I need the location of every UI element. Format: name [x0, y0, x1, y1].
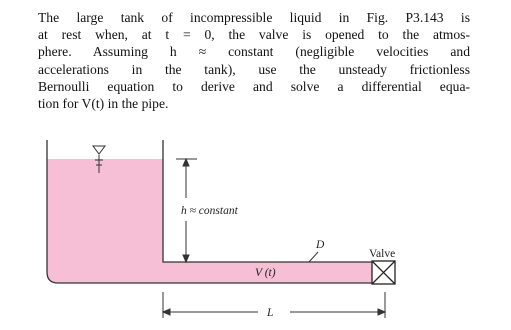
tank-right-wall [163, 140, 373, 262]
d-leader-line [309, 252, 318, 262]
problem-line: tion for V(t) in the pipe. [38, 96, 169, 112]
valve-icon [372, 261, 395, 284]
problem-line: accelerations in the tank), use the unsteady frictionless [38, 61, 470, 77]
d-label: D [316, 239, 325, 251]
l-label: L [267, 307, 274, 319]
v-label: V (t) [255, 267, 276, 279]
problem-line: at rest when, at t = 0, the valve is opened to the atmos- [38, 27, 470, 43]
l-dimension-line [163, 292, 385, 318]
problem-line: phere. Assuming h ≈ constant (negligible velocities and [38, 44, 470, 60]
h-label: h ≈ constant [181, 205, 238, 217]
problem-line: Bernoulli equation to derive and solve a differential equa- [38, 78, 470, 94]
liquid-fill [47, 159, 373, 283]
problem-line: The large tank of incompressible liquid in Fig. P3.143 is [38, 10, 470, 25]
valve-label: Valve [369, 248, 396, 260]
